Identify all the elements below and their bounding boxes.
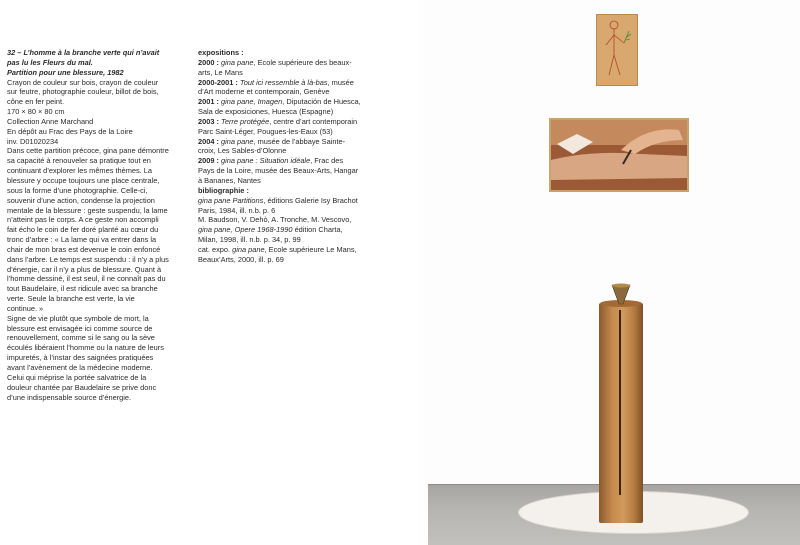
wound-photograph [549, 118, 689, 192]
exhibition-line [198, 97, 366, 107]
bibliography-line [198, 225, 366, 235]
body-line: fait écho le coin de fer doré planté au cœur du [7, 225, 159, 235]
body-line: continuant d’explorer les mêmes thèmes. La [7, 166, 153, 176]
exhibition-line-segment: 2003 : [198, 116, 222, 126]
body-line: d’une indispensable source d’énergie. [7, 392, 132, 402]
exhibition-line-segment: croix, Les Sables-d’Olonne [198, 146, 287, 156]
bibliography-line-segment: Paris, 1984, ill. n.b. p. 6 [198, 205, 276, 215]
bibliography-line-segment: , Ecole supérieure Le Mans, [264, 244, 357, 254]
arm-and-blade-image [551, 120, 687, 190]
body-line: renouvellement, comme si le sang ou la sève [7, 333, 155, 343]
exhibition-line-segment: 2001 : [198, 97, 222, 107]
body-line: tout Baudelaire, il est ridicule avec sa branche [7, 284, 158, 294]
meta-line: cône en fer peint. [7, 97, 65, 107]
iron-cone [611, 283, 631, 305]
exhibitions-heading: expositions : [198, 48, 244, 57]
exhibition-line-segment: Tout ici ressemble à là-bas [239, 77, 328, 87]
exhibition-line [198, 166, 366, 176]
body-line: mentale de la blessure : geste suspendu, la lame [7, 205, 168, 215]
bibliography-line-segment: gina pane, Opere 1968-1990 [198, 225, 293, 235]
exhibition-line [198, 176, 366, 186]
body-line: écoulés libéraient l’homme ou la nature de leurs [7, 343, 164, 353]
exhibition-line [198, 87, 366, 97]
exhibition-line [198, 127, 366, 137]
exhibition-line-segment: Pays de la Loire, musée des Beaux-Arts, Hangar [198, 166, 359, 176]
meta-line: inv. D01020234 [7, 136, 59, 146]
exhibition-line-segment: Sala de exposiciones, Huesca (Espagne) [198, 107, 334, 117]
exhibition-line-segment: gina pane [221, 57, 254, 67]
bibliography-line [198, 235, 366, 245]
body-line: dans l’arbre. Le temps est suspendu : il n’y a plus [7, 254, 169, 264]
bibliography-line [198, 206, 366, 216]
exhibition-line [198, 107, 366, 117]
bibliography-line [198, 215, 366, 225]
body-line: chair de mon bras est devenue le coin enfoncé [7, 244, 161, 254]
title-line: Partition pour une blessure, 1982 [7, 67, 124, 77]
exhibition-line [198, 146, 366, 156]
entry-text-column [7, 48, 179, 402]
artwork-description [7, 146, 179, 402]
artwork-title [7, 48, 179, 78]
body-line: Celui qui méprise la portée salvatrice de la [7, 372, 147, 382]
exhibition-line-segment: , Frac des [310, 156, 344, 166]
exhibition-line [198, 78, 366, 88]
body-line: verte. Seule la branche est verte, la vie [7, 294, 135, 304]
exhibition-line-segment: , musée de l’abbaye Sainte- [253, 136, 346, 146]
body-line: douleur chantée par Baudelaire se prive donc [7, 382, 157, 392]
exhibition-line-segment: Parc Saint-Léger, Pougues-les-Eaux (53) [198, 126, 333, 136]
body-line: souvenir d’une action, condense la projection [7, 195, 155, 205]
exhibition-line-segment: gina pane, Imagen [221, 97, 283, 107]
title-line: 32 – L’homme à la branche verte qui n’avait [7, 48, 160, 57]
exhibition-line-segment: d’Art moderne et contemporain, Genève [198, 87, 330, 97]
artwork-meta [7, 78, 179, 147]
meta-line: En dépôt au Frac des Pays de la Loire [7, 126, 133, 136]
bibliography-line [198, 255, 366, 265]
exhibition-line [198, 156, 366, 166]
exhibition-line-segment: arts, Le Mans [198, 67, 243, 77]
bibliography-line [198, 245, 366, 255]
exhibition-line-segment: à Bananes, Nantes [198, 175, 261, 185]
bibliography-line [198, 196, 366, 206]
exhibition-line-segment: 2009 : [198, 156, 222, 166]
exhibition-line-segment: , Diputación de Huesca, [282, 97, 361, 107]
bibliography-line-segment: Milan, 1998, ill. n.b. p. 34, p. 99 [198, 235, 301, 245]
exhibition-line-segment: 2000 : [198, 57, 222, 67]
body-line: blessure est envisagée ici comme source de [7, 323, 153, 333]
body-line: sous la forme d’une photographie. Celle-ci, [7, 185, 148, 195]
bibliography-line-segment: , éditions Galerie Isy Brachot [263, 195, 358, 205]
bibliography-line-segment: gina pane [232, 244, 265, 254]
meta-line: Collection Anne Marchand [7, 116, 94, 126]
body-line: blessure y occupe toujours une place centrale, [7, 175, 160, 185]
body-line: avant l’avènement de la médecine moderne. [7, 363, 153, 372]
bibliography-list [198, 196, 366, 265]
exhibition-line [198, 137, 366, 147]
exhibitions-list [198, 58, 366, 186]
body-line: Dans cette partition précoce, gina pane démontre [7, 146, 169, 156]
body-line: d’énergie, car il n’y a plus de blessure. Quant à [7, 264, 162, 274]
log-crack [619, 310, 621, 495]
exhibition-line [198, 117, 366, 127]
bibliography-line-segment: édition Charta, [292, 225, 343, 235]
body-line: tronc d’arbre : « La lame qui va entrer dans la [7, 235, 157, 245]
exhibition-line-segment: , centre d’art contemporain [269, 116, 358, 126]
meta-line: 170 × 80 × 80 cm [7, 107, 65, 117]
bibliography-line-segment: Beaux’Arts, 2000, ill. p. 69 [198, 254, 284, 264]
figure-drawing [597, 15, 637, 85]
body-line: Signe de vie plutôt que symbole de mort, la [7, 313, 149, 323]
exhibition-line-segment: Terre protégée [221, 116, 270, 126]
wooden-log [599, 303, 643, 523]
exhibition-line-segment: 2004 : [198, 136, 222, 146]
meta-line: sur feutre, photographie couleur, billot de bois, [7, 87, 159, 97]
body-line: continue. » [7, 303, 44, 313]
exhibition-line-segment: 2000-2001 : [198, 77, 240, 87]
exhibition-line-segment: gina pane [221, 136, 254, 146]
body-line: l’homme dessiné, il est seul, il ne connaît pas du [7, 274, 166, 284]
bibliography-line-segment: M. Baudson, V. Dehò, A. Tronche, M. Vescovo, [198, 215, 352, 225]
bibliography-heading: bibliographie : [198, 185, 249, 195]
exhibition-line-segment: gina pane : Situation idéale [221, 156, 311, 166]
exhibition-line-segment: , Ecole supérieure des beaux- [253, 57, 352, 67]
references-column [198, 48, 366, 265]
exhibition-line [198, 58, 366, 68]
meta-line: Crayon de couleur sur bois, crayon de couleur [7, 77, 159, 87]
bibliography-line-segment: gina pane Partitions [198, 195, 264, 205]
body-line: sa capacité à renouveler sa pratique tout en [7, 156, 151, 166]
body-line: n’atteint pas le corps. A ce geste non accompli [7, 215, 159, 225]
bibliography-line-segment: cat. expo. [198, 244, 233, 254]
drawing-panel [596, 14, 638, 86]
body-line: impuretés, à l’instar des saignées pratiquées [7, 353, 154, 363]
title-line: pas lu les Fleurs du mal. [7, 57, 93, 67]
exhibition-line [198, 68, 366, 78]
exhibition-line-segment: , musée [327, 77, 354, 87]
